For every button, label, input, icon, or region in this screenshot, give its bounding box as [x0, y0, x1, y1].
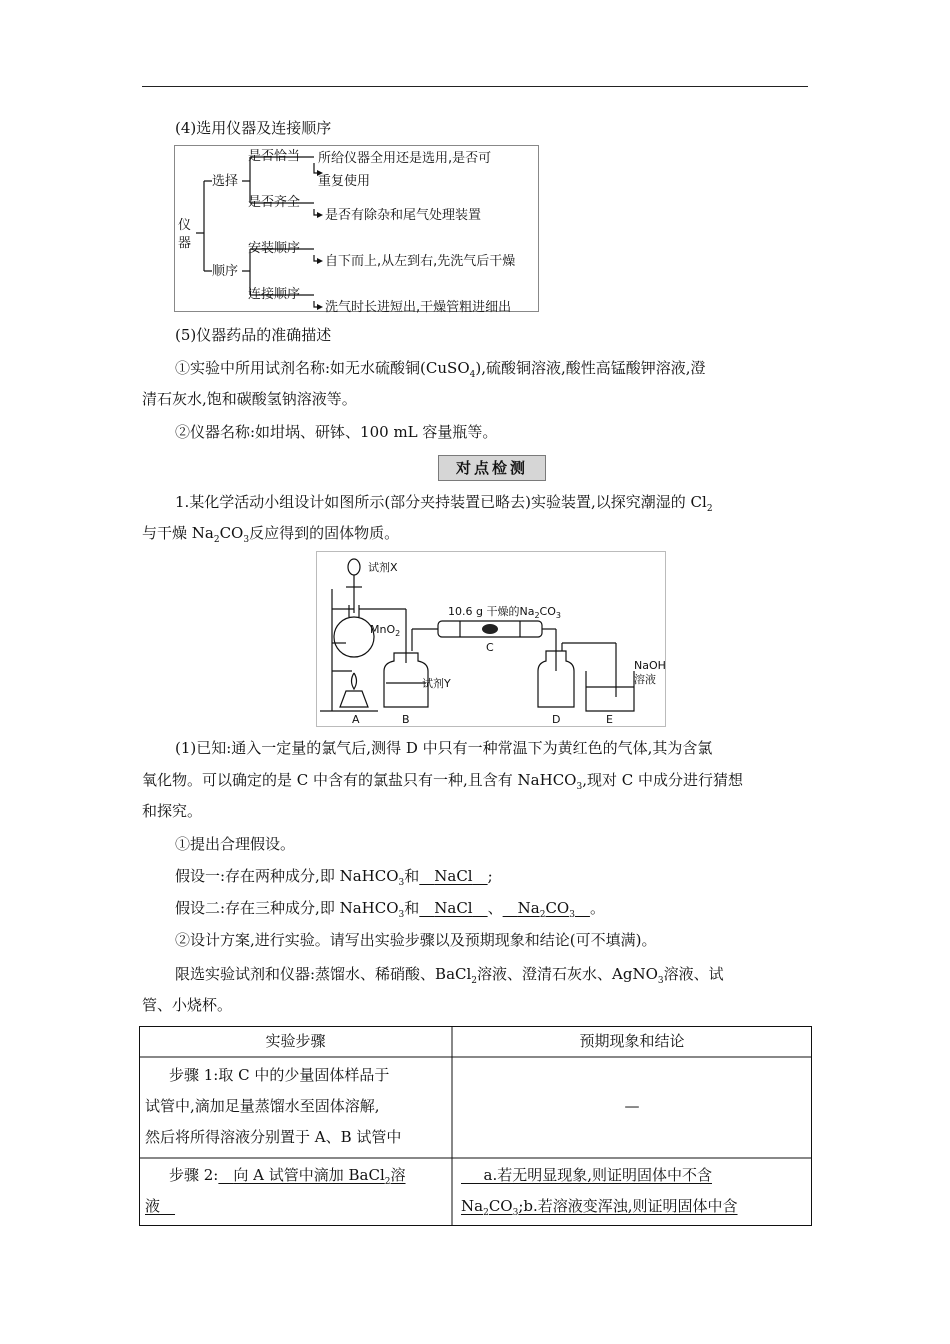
branch-order-label: 顺序: [212, 264, 239, 279]
label-e: E: [606, 713, 613, 726]
header-rule: [142, 86, 808, 87]
reagent-y-label: 试剂Y: [422, 677, 451, 690]
reagent-x-label: 试剂X: [368, 561, 398, 574]
item-connect-order-label: 连接顺序: [248, 287, 301, 302]
tube-c-contents-label: 10.6 g 干燥的$Na_2CO_3$: [448, 605, 561, 620]
header-results: 预期现象和结论: [579, 1032, 685, 1050]
beaker-e: [586, 671, 634, 711]
experiment-table: [139, 1026, 812, 1226]
item-appropriate-desc-1: 所给仪器全用还是选用,是否可: [318, 151, 492, 166]
design-line: ②设计方案,进行实验。请写出实验步骤以及预期现象和结论(可不填满)。: [175, 931, 657, 949]
item-connect-order-desc: 洗气时长进短出,干燥管粗进细出: [325, 300, 512, 313]
label-a: A: [352, 713, 360, 726]
limit-line-2: 管、小烧杯。: [142, 996, 233, 1014]
label-b: B: [402, 713, 410, 726]
item-complete-desc: 是否有除杂和尾气处理装置: [325, 208, 482, 223]
step-2-line-2: [145, 1192, 175, 1221]
step-2-answer-cont: 液: [145, 1197, 161, 1215]
question-1-line-2: 与干燥 $Na_2CO_3$反应得到的固体物质。: [142, 524, 400, 545]
header-steps: 实验步骤: [265, 1032, 326, 1050]
step-1-line-1: 步骤 1:取 C 中的少量固体样品于: [169, 1066, 390, 1084]
section-5-title: (5)仪器药品的准确描述: [175, 326, 332, 344]
section-4-title: (4)选用仪器及连接顺序: [175, 119, 332, 137]
limit-line-1: 限选实验试剂和仪器:蒸馏水、稀硝酸、BaCl$_2$溶液、澄清石灰水、AgNO$_3$溶液、试: [175, 965, 724, 986]
known-line-2: 氧化物。可以确定的是 C 中含有的氯盐只有一种,且含有 NaHCO$_3$,现对 C 中成分进行猜想: [142, 771, 744, 792]
label-c: C: [486, 641, 494, 654]
round-bottom-flask: [334, 617, 374, 657]
hypothesis-1-answer: NaCl: [434, 867, 473, 885]
step-1-line-2: 试管中,滴加足量蒸馏水至固体溶解,: [145, 1097, 380, 1115]
item-install-order-desc: 自下而上,从左到右,先洗气后干燥: [325, 254, 516, 269]
instrument-selection-diagram: [174, 145, 540, 313]
alcohol-lamp: [340, 691, 368, 707]
item-complete-label: 是否齐全: [248, 195, 301, 210]
sodium-carbonate-sample: [482, 624, 498, 634]
diagram-root-label-bottom: 器: [178, 236, 192, 251]
step-2-result-line-2: $Na_2CO_3;b$.若溶液变浑浊,则证明固体中含: [461, 1197, 738, 1218]
hypothesis-2-answer-2: $Na_2CO_3$: [517, 899, 575, 920]
step-1-result: —: [624, 1097, 640, 1115]
reagent-names-line-1: ①实验中所用试剂名称:如无水硫酸铜(CuSO$_4$),硫酸铜溶液,酸性高锰酸钾溶液,澄: [175, 359, 706, 380]
step-2-result-line-1: a.若无明显现象,则证明固体中不含: [483, 1166, 712, 1184]
diagram-root-label-top: 仪: [178, 218, 192, 233]
known-line-1: (1)已知:通入一定量的氯气后,测得 D 中只有一种常温下为黄红色的气体,其为含氯: [175, 739, 713, 757]
experiment-apparatus-figure: [316, 551, 666, 727]
step-1-line-3: 然后将所得溶液分别置于 A、B 试管中: [145, 1128, 402, 1146]
hypothesis-2-answer-1: NaCl: [434, 899, 473, 917]
practice-check-badge: 对点检测: [438, 455, 546, 481]
lamp-flame-icon: [352, 673, 357, 689]
item-install-order-label: 安装顺序: [248, 241, 301, 256]
instrument-names-line: ②仪器名称:如坩埚、研钵、100 mL 容量瓶等。: [175, 423, 498, 441]
naoh-solution-label: 溶液: [634, 673, 656, 686]
label-d: D: [552, 713, 561, 726]
reagent-names-line-2: 清石灰水,饱和碳酸氢钠溶液等。: [142, 390, 357, 408]
hypothesis-2: 假设二:存在三种成分,即 NaHCO$_3$和 NaCl 、 $Na_2CO_3$ 。: [175, 899, 605, 920]
hypothesis-1: 假设一:存在两种成分,即 NaHCO$_3$和 NaCl ;: [175, 867, 493, 888]
known-line-3: 和探究。: [142, 802, 203, 820]
dropping-funnel: [348, 559, 360, 575]
step-2-answer: 向 A 试管中滴加 BaCl$_2$溶: [233, 1166, 406, 1187]
question-1-line-1: 1.某化学活动小组设计如图所示(部分夹持装置已略去)实验装置,以探究潮湿的 $Cl_2$: [175, 493, 713, 514]
mno2-label: MnO$_2$: [370, 623, 401, 638]
item-appropriate-label: 是否恰当: [248, 149, 301, 164]
hypothesis-title: ①提出合理假设。: [175, 835, 296, 853]
branch-select-label: 选择: [212, 174, 239, 189]
step-2-line-1: 步骤 2: 向 A 试管中滴加 BaCl$_2$溶: [169, 1166, 406, 1187]
item-appropriate-desc-2: 重复使用: [318, 174, 371, 189]
naoh-label: NaOH: [634, 659, 666, 672]
